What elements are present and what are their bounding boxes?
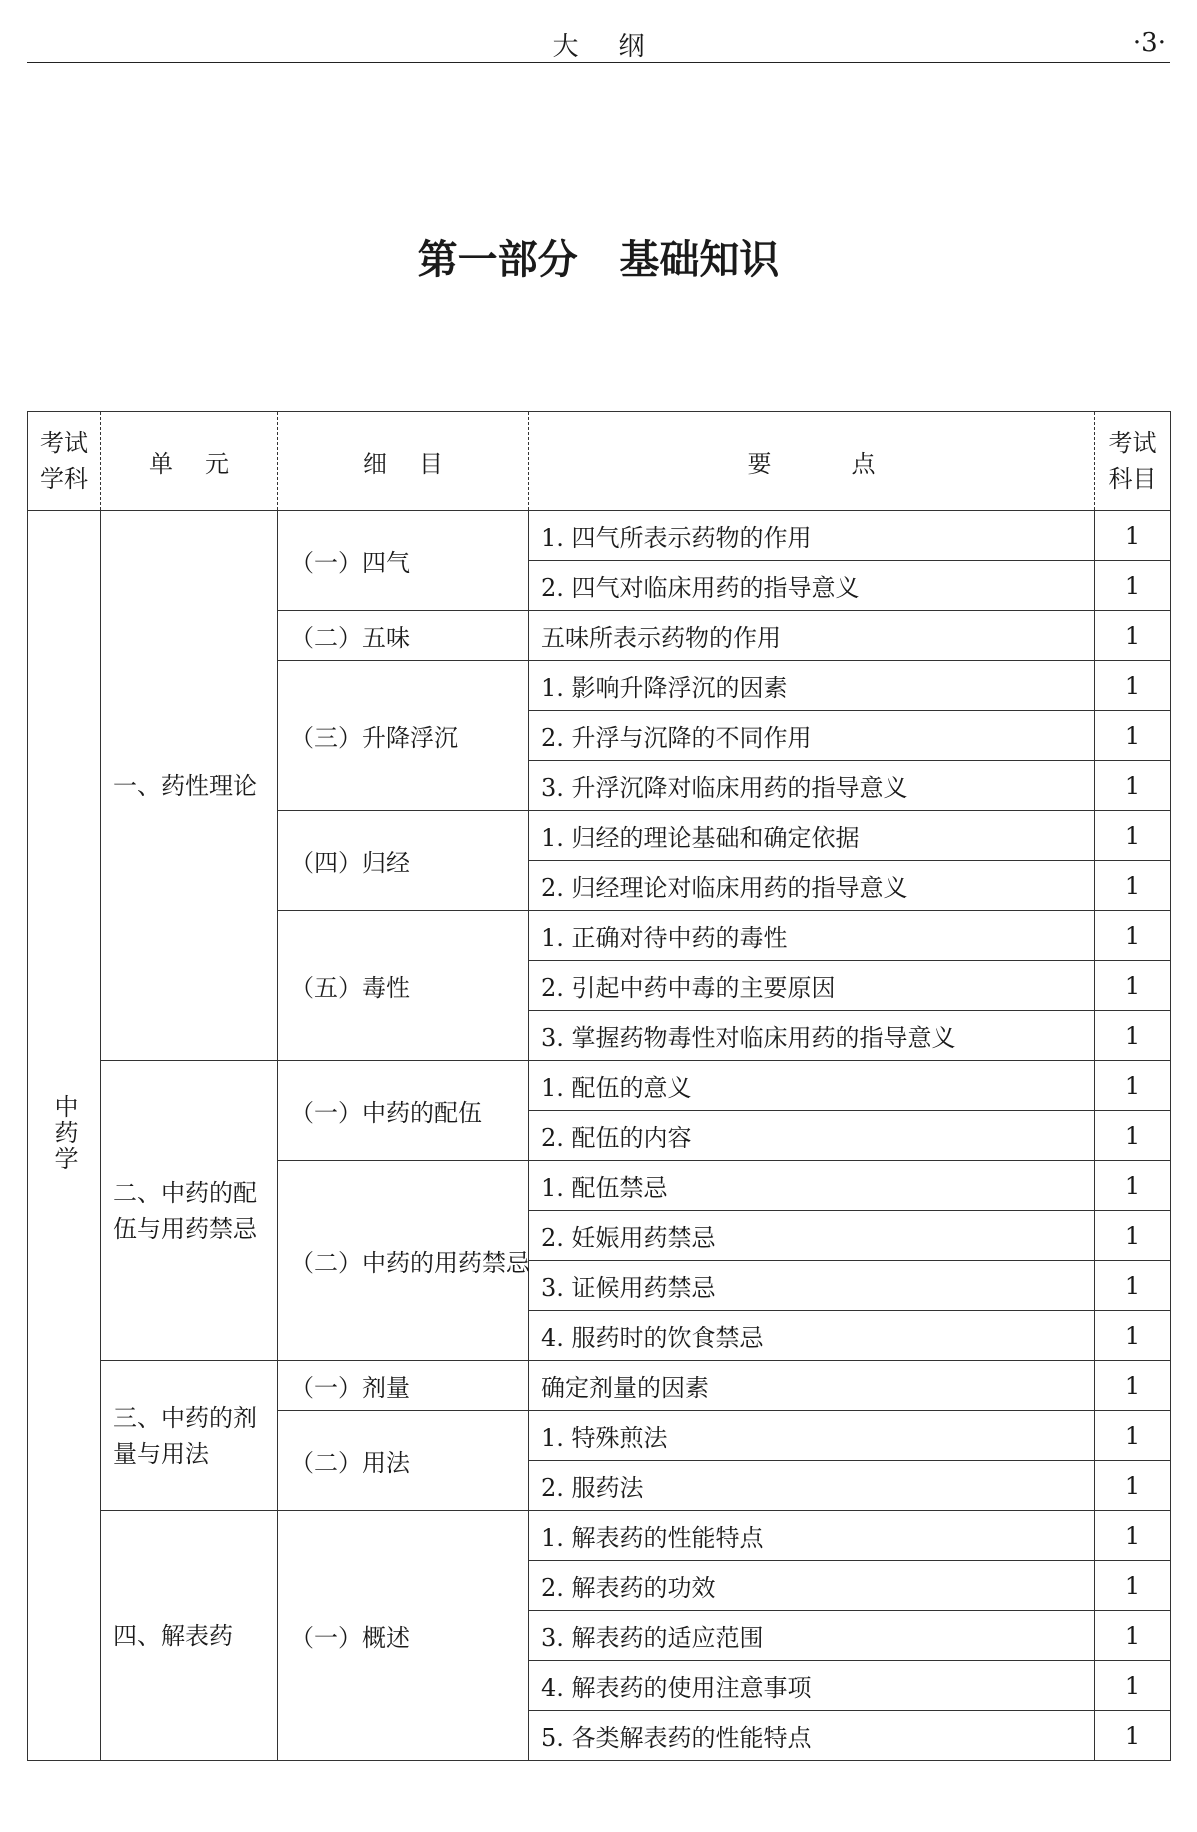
header-subject-line-1: 考试 [40,429,88,457]
point-cell: 4. 服药时的饮食禁忌 [529,1311,1095,1361]
detail-cell: （一）四气 [278,511,529,611]
exam-subject-code-cell: 1 [1095,661,1171,711]
point-cell: 2. 妊娠用药禁忌 [529,1211,1095,1261]
point-cell: 2. 引起中药中毒的主要原因 [529,961,1095,1011]
header-point [529,412,1095,511]
point-cell: 1. 配伍的意义 [529,1061,1095,1111]
header-subject-line-2: 学科 [40,465,88,493]
header-unit [101,412,278,511]
table-header-row [28,412,1171,511]
part-title: 第一部分 基础知识 [417,237,780,283]
point-cell: 确定剂量的因素 [529,1361,1095,1411]
point-cell: 4. 解表药的使用注意事项 [529,1661,1095,1711]
exam-subject-code-cell: 1 [1095,1461,1171,1511]
syllabus-table [27,411,1171,1761]
table-row [28,1061,1171,1111]
header-unit-label: 单元 [149,449,261,478]
header-code [1095,412,1171,511]
exam-subject-code-cell: 1 [1095,1261,1171,1311]
table-row [28,511,1171,561]
exam-subject-code-cell: 1 [1095,811,1171,861]
unit-cell: 二、中药的配伍与用药禁忌 [101,1061,278,1361]
detail-cell: （三）升降浮沉 [278,661,529,811]
exam-subject-code-cell: 1 [1095,1111,1171,1161]
page-header [27,22,1170,63]
exam-subject-code-cell: 1 [1095,861,1171,911]
header-code-line-2: 科目 [1108,465,1157,493]
unit-cell: 三、中药的剂量与用法 [101,1361,278,1511]
exam-subject-code-cell: 1 [1095,511,1171,561]
header-subject [28,412,101,511]
exam-subject-code-cell: 1 [1095,1161,1171,1211]
point-cell: 3. 掌握药物毒性对临床用药的指导意义 [529,1011,1095,1061]
exam-subject-code-cell: 1 [1095,711,1171,761]
point-cell: 3. 证候用药禁忌 [529,1261,1095,1311]
unit-cell: 一、药性理论 [101,511,278,1061]
header-code-line-1: 考试 [1108,429,1157,457]
point-cell: 1. 四气所表示药物的作用 [529,511,1095,561]
exam-subject-code-cell: 1 [1095,1561,1171,1611]
header-detail [278,412,529,511]
exam-subject-code-cell: 1 [1095,961,1171,1011]
detail-cell: （四）归经 [278,811,529,911]
unit-cell: 四、解表药 [101,1511,278,1761]
exam-subject-code-cell: 1 [1095,911,1171,961]
point-cell: 2. 归经理论对临床用药的指导意义 [529,861,1095,911]
header-detail-label: 细目 [363,449,475,478]
exam-subject-code-cell: 1 [1095,1661,1171,1711]
point-cell: 1. 特殊煎法 [529,1411,1095,1461]
exam-subject-code-cell: 1 [1095,1061,1171,1111]
detail-cell: （二）五味 [278,611,529,661]
exam-subject-code-cell: 1 [1095,1211,1171,1261]
point-cell: 2. 服药法 [529,1461,1095,1511]
point-cell: 3. 升浮沉降对临床用药的指导意义 [529,761,1095,811]
subject-cell [28,511,101,1761]
running-header-title: 大纲 [552,32,685,62]
exam-subject-code-cell: 1 [1095,1711,1171,1761]
point-cell: 1. 配伍禁忌 [529,1161,1095,1211]
exam-subject-code-cell: 1 [1095,1311,1171,1361]
point-cell: 5. 各类解表药的性能特点 [529,1711,1095,1761]
header-point-label: 要点 [747,449,956,478]
point-cell: 2. 升浮与沉降的不同作用 [529,711,1095,761]
syllabus-body [28,511,1171,1761]
exam-subject-code-cell: 1 [1095,1411,1171,1461]
exam-subject-code-cell: 1 [1095,1511,1171,1561]
point-cell: 1. 归经的理论基础和确定依据 [529,811,1095,861]
point-cell: 2. 四气对临床用药的指导意义 [529,561,1095,611]
detail-cell: （二）中药的用药禁忌 [278,1161,529,1361]
exam-subject-code-cell: 1 [1095,761,1171,811]
subject-label: 中药学 [50,1093,78,1172]
exam-subject-code-cell: 1 [1095,561,1171,611]
point-cell: 五味所表示药物的作用 [529,611,1095,661]
table-row [28,1511,1171,1561]
detail-cell: （二）用法 [278,1411,529,1511]
detail-cell: （一）中药的配伍 [278,1061,529,1161]
point-cell: 2. 解表药的功效 [529,1561,1095,1611]
detail-cell: （一）剂量 [278,1361,529,1411]
point-cell: 3. 解表药的适应范围 [529,1611,1095,1661]
page-number: ·3· [1132,28,1166,58]
detail-cell: （一）概述 [278,1511,529,1761]
exam-subject-code-cell: 1 [1095,611,1171,661]
table-row [28,1361,1171,1411]
detail-cell: （五）毒性 [278,911,529,1061]
exam-subject-code-cell: 1 [1095,1361,1171,1411]
point-cell: 1. 正确对待中药的毒性 [529,911,1095,961]
exam-subject-code-cell: 1 [1095,1011,1171,1061]
point-cell: 1. 影响升降浮沉的因素 [529,661,1095,711]
exam-subject-code-cell: 1 [1095,1611,1171,1661]
point-cell: 1. 解表药的性能特点 [529,1511,1095,1561]
point-cell: 2. 配伍的内容 [529,1111,1095,1161]
